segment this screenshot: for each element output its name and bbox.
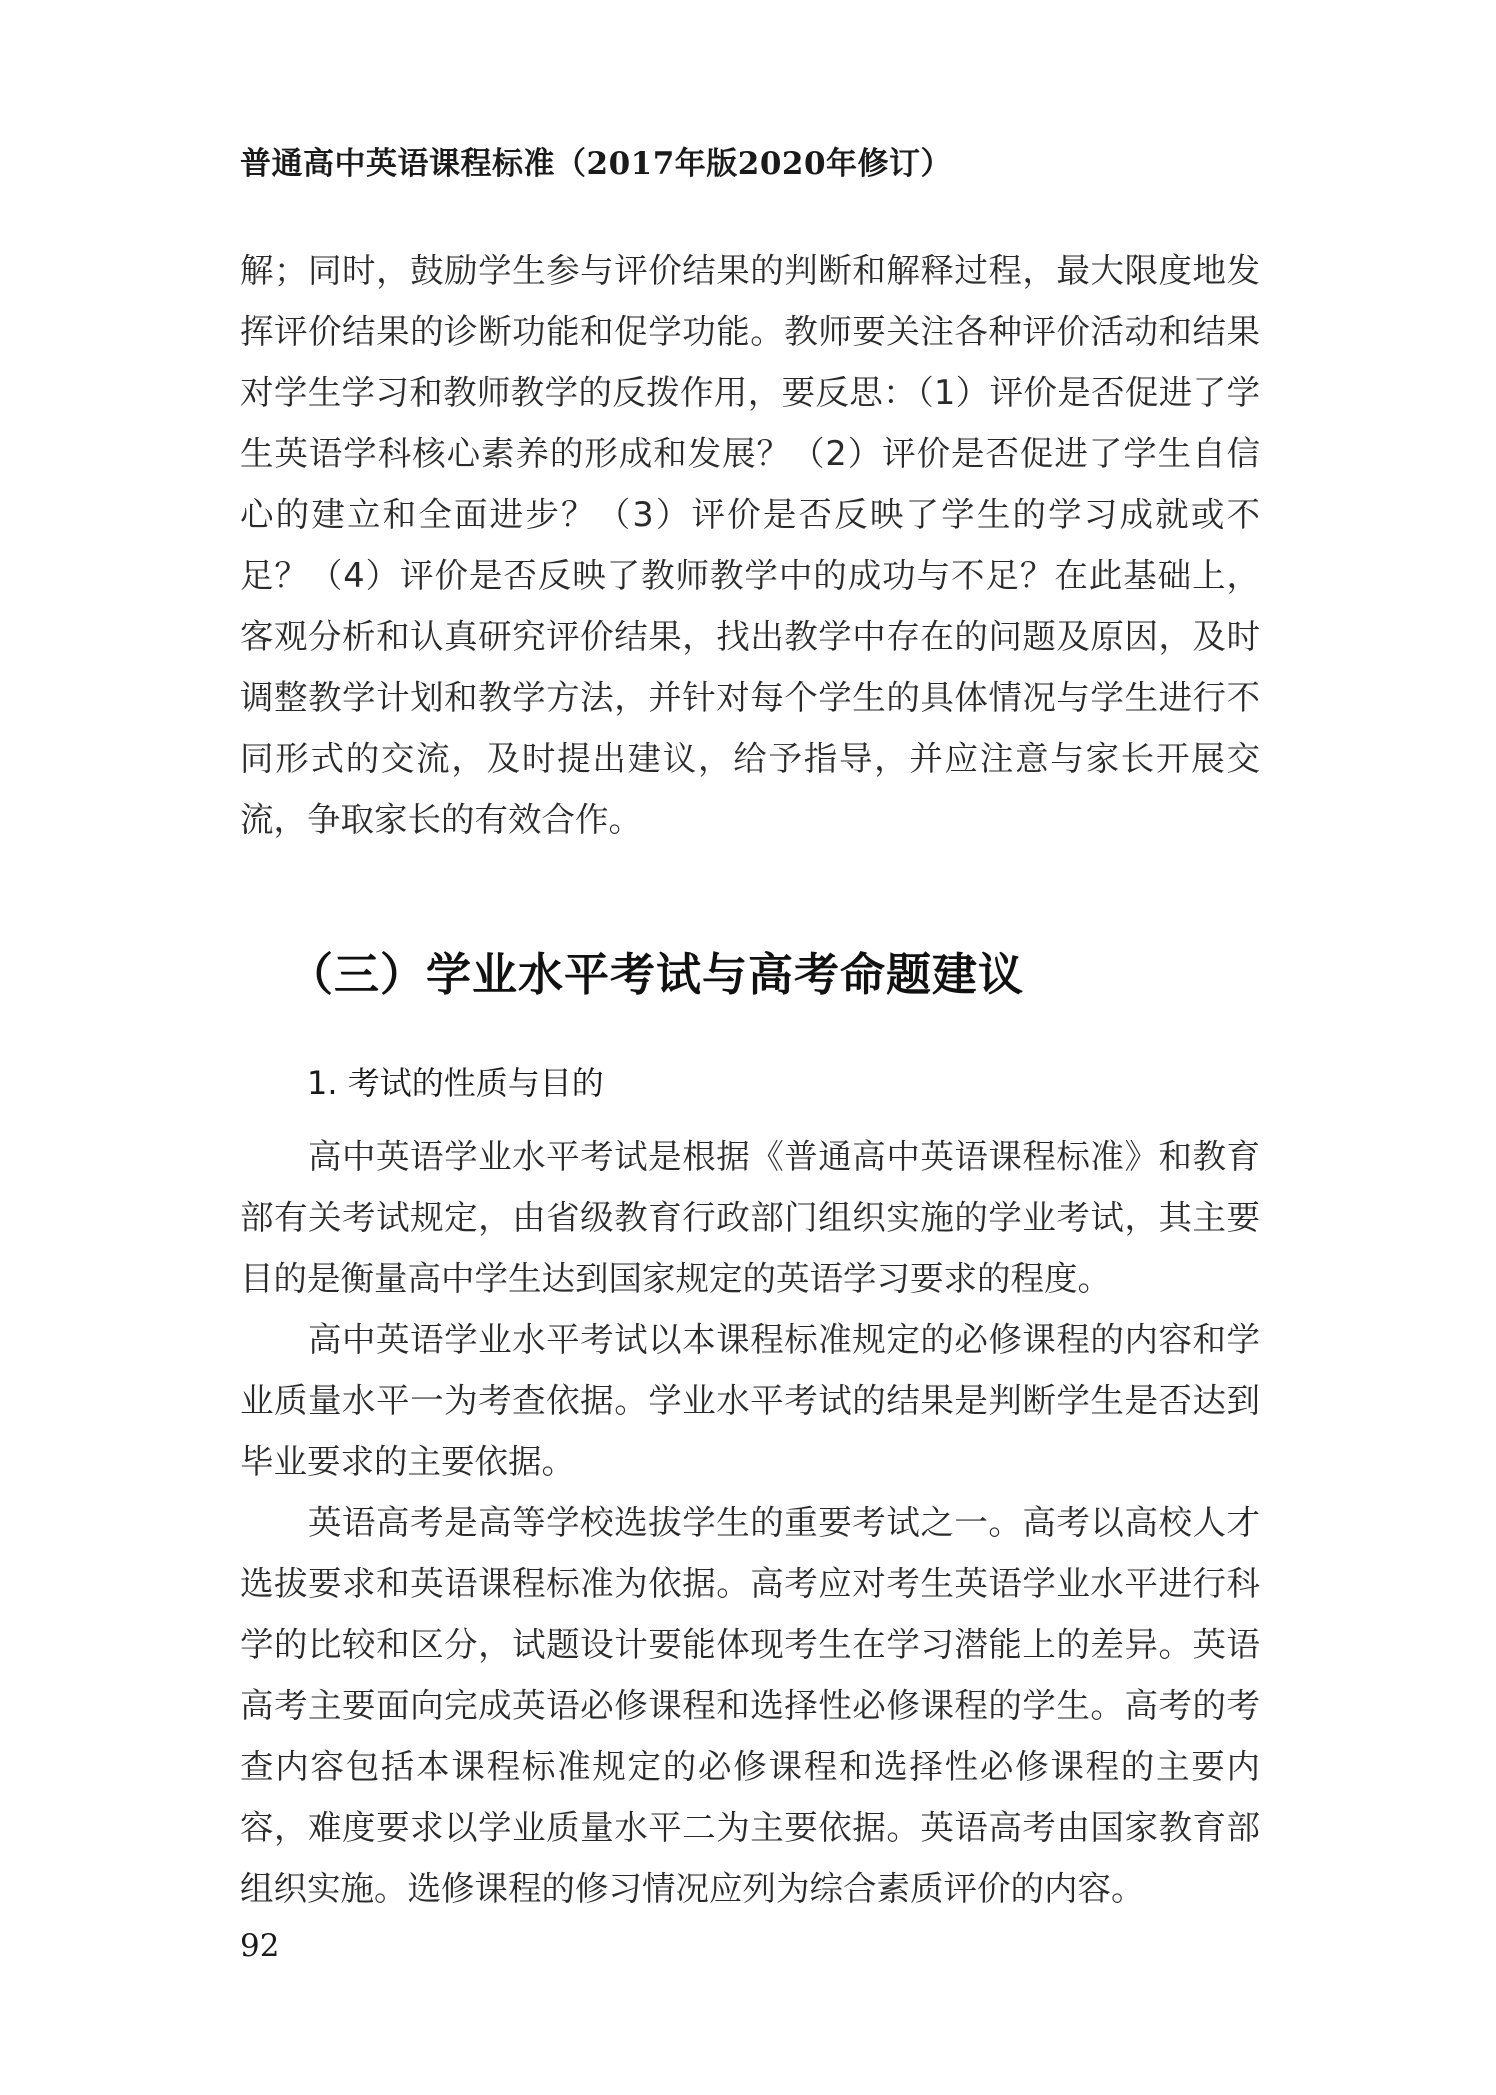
body-paragraph: 高中英语学业水平考试以本课程标准规定的必修课程的内容和学业质量水平一为考查依据。学业水平考试的结果是判断学生是否达到毕业要求的主要依据。: [240, 1320, 1260, 1481]
body-paragraph: 英语高考是高等学校选拔学生的重要考试之一。高考以高校人才选拔要求和英语课程标准为依据。高考应对考生英语学业水平进行科学的比较和区分，试题设计要能体现考生在学习潜能上的差异。英语高考主要面向完成英语必修课程和选择性必修课程的学生。高考的考查内容包括本课程标准规定的必修课程和选择性必修课程的主要内容，难度要求以学业质量水平二为主要依据。英语高考由国家教育部组织实施。选修课程的修习情况应列为综合素质评价的内容。: [240, 1503, 1260, 1908]
body-paragraph: 高中英语学业水平考试是根据《普通高中英语课程标准》和教育部有关考试规定，由省级教育行政部门组织实施的学业考试，其主要目的是衡量高中学生达到国家规定的英语学习要求的程度。: [240, 1137, 1260, 1298]
continued-paragraph: 解；同时，鼓励学生参与评价结果的判断和解释过程，最大限度地发挥评价结果的诊断功能和促学功能。教师要关注各种评价活动和结果对学生学习和教师教学的反拨作用，要反思：（1）评价是否促进了学生英语学科核心素养的形成和发展？（2）评价是否促进了学生自信心的建立和全面进步？（3）评价是否反映了学生的学习成就或不足？（4）评价是否反映了教师教学中的成功与不足？在此基础上，客观分析和认真研究评价结果，找出教学中存在的问题及原因，及时调整教学计划和教学方法，并针对每个学生的具体情况与学生进行不同形式的交流，及时提出建议，给予指导，并应注意与家长开展交流，争取家长的有效合作。: [240, 251, 1260, 839]
section-heading: （三）学业水平考试与高考命题建议: [288, 948, 1025, 1001]
section-body: [240, 1126, 1260, 1919]
continued-paragraph-block: [240, 240, 1260, 850]
page-number: 92: [240, 1928, 280, 1964]
running-header-title: 普通高中英语课程标准（2017年版2020年修订）: [240, 146, 953, 182]
subsection-heading: 1. 考试的性质与目的: [307, 1064, 604, 1102]
